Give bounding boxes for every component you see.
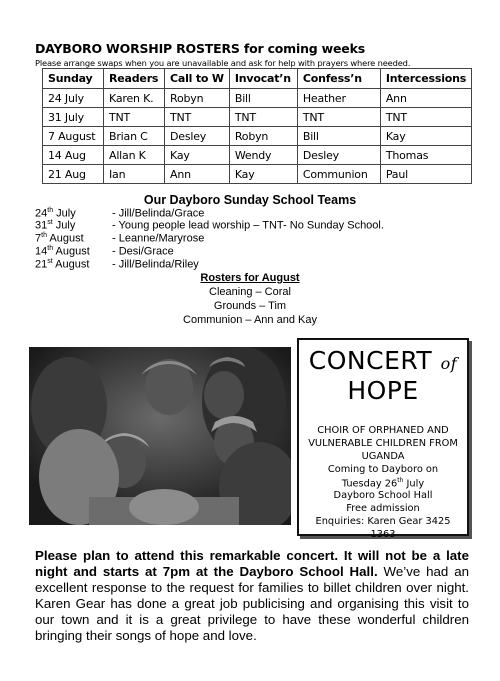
concert-enquiries: Enquiries: Karen Gear 3425: [315, 516, 451, 527]
table-cell: 7 August: [43, 127, 104, 146]
col-header-call-to-worship: Call to W: [165, 69, 230, 89]
table-row: [43, 127, 472, 146]
col-header-confession: Confess’n: [297, 69, 380, 89]
concert-coming: Coming to Dayboro on: [327, 464, 439, 475]
roster-note: Please arrange swaps when you are unavailable and ask for help with prayers where needed.: [35, 58, 411, 68]
table-cell: Brian C: [104, 127, 165, 146]
concert-date: Tuesday 26th July: [341, 477, 425, 490]
table-cell: Ann: [165, 165, 230, 184]
col-header-readers: Readers: [104, 69, 165, 89]
choir-line: VULNERABLE CHILDREN FROM: [308, 438, 458, 449]
table-cell: Bill: [229, 89, 297, 108]
table-cell: Thomas: [380, 146, 471, 165]
ss-team: - Jill/Belinda/Riley: [112, 258, 199, 271]
august-roster-line: Cleaning – Coral: [209, 286, 291, 298]
table-cell: TNT: [380, 108, 471, 127]
ss-date: 14th August: [35, 245, 90, 258]
table-cell: Desley: [165, 127, 230, 146]
table-cell: Allan K: [104, 146, 165, 165]
ss-date: 31st July: [35, 219, 76, 232]
choir-photo-image: [29, 347, 291, 525]
table-row: [43, 108, 472, 127]
table-cell: Kay: [229, 165, 297, 184]
concert-venue: Dayboro School Hall: [333, 490, 433, 501]
ss-date: 21st August: [35, 258, 90, 271]
table-row: [43, 146, 472, 165]
choir-line: UGANDA: [361, 451, 405, 462]
table-cell: Heather: [297, 89, 380, 108]
table-cell: Paul: [380, 165, 471, 184]
table-cell: Kay: [165, 146, 230, 165]
table-cell: Robyn: [165, 89, 230, 108]
ss-team: - Jill/Belinda/Grace: [112, 207, 205, 220]
ss-team: - Leanne/Maryrose: [112, 232, 205, 245]
table-cell: Ian: [104, 165, 165, 184]
promo-body-text: We’ve had an excellent response to the request for families to billet children over night. Karen Gear has done a great job publicising and organising this visit to our town and it is a great privilege to have these wonderful children bringing their songs of hope and love.: [35, 564, 469, 643]
table-cell: Kay: [380, 127, 471, 146]
ss-date: 24th July: [35, 207, 76, 220]
table-row: [43, 165, 472, 184]
table-cell: 14 Aug: [43, 146, 104, 165]
ss-date: 7th August: [35, 232, 84, 245]
table-cell: Bill: [297, 127, 380, 146]
table-cell: Robyn: [229, 127, 297, 146]
table-cell: Desley: [297, 146, 380, 165]
table-cell: 21 Aug: [43, 165, 104, 184]
concert-flyer: [297, 338, 469, 540]
table-cell: Karen K.: [104, 89, 165, 108]
list-item: [35, 232, 204, 245]
list-item: [35, 245, 174, 258]
august-rosters-title: Rosters for August: [200, 272, 300, 284]
promo-bold-text: Please plan to attend this remarkable concert. It will not be a late night and starts at 7pm at the Dayboro School Hall.: [35, 548, 469, 579]
sunday-school-title: Our Dayboro Sunday School Teams: [143, 193, 357, 207]
table-cell: TNT: [297, 108, 380, 127]
table-cell: TNT: [229, 108, 297, 127]
concert-admission: Free admission: [346, 503, 420, 514]
table-cell: TNT: [104, 108, 165, 127]
col-header-sunday: Sunday: [43, 69, 104, 89]
concert-hope-word: HOPE: [347, 376, 419, 405]
choir-photo: [29, 347, 291, 525]
ss-team: - Young people lead worship – TNT- No Sunday School.: [112, 219, 384, 232]
roster-table: [42, 68, 472, 184]
table-cell: 31 July: [43, 108, 104, 127]
col-header-invocation: Invocat’n: [229, 69, 297, 89]
promo-paragraph: [35, 548, 469, 644]
august-roster-line: Communion – Ann and Kay: [183, 314, 317, 326]
choir-line: CHOIR OF ORPHANED AND: [317, 425, 449, 436]
roster-header-row: [43, 69, 472, 89]
august-roster-line: Grounds – Tim: [213, 300, 287, 312]
roster-title: DAYBORO WORSHIP ROSTERS for coming weeks: [35, 41, 365, 56]
list-item: [35, 219, 384, 232]
concert-enquiries-number: 1363: [370, 529, 396, 540]
list-item: [35, 207, 204, 220]
list-item: [35, 258, 199, 271]
table-cell: 24 July: [43, 89, 104, 108]
table-cell: TNT: [165, 108, 230, 127]
col-header-intercessions: Intercessions: [380, 69, 471, 89]
table-cell: Communion: [297, 165, 380, 184]
concert-heading: CONCERT of: [308, 346, 458, 375]
table-row: [43, 89, 472, 108]
ss-team: - Desi/Grace: [112, 245, 174, 258]
table-cell: Wendy: [229, 146, 297, 165]
table-cell: Ann: [380, 89, 471, 108]
